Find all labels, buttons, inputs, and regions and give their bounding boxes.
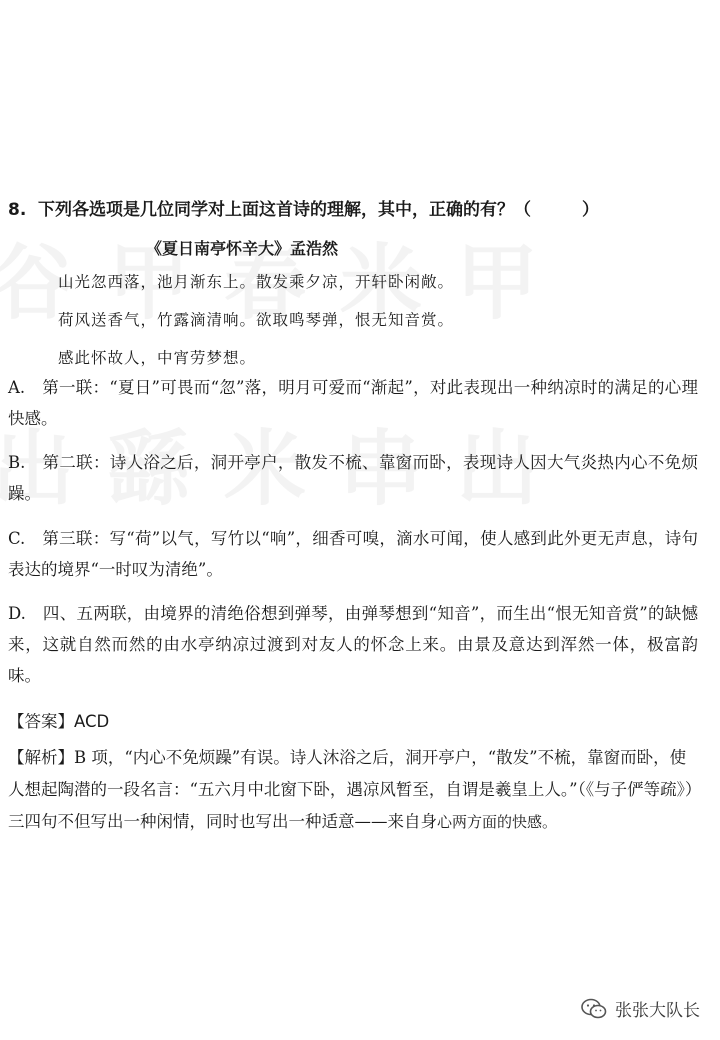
question-number: 8.: [8, 200, 27, 220]
poem-line: 山光忽西落，池月渐东上。散发乘夕凉，开轩卧闲敞。: [58, 273, 455, 291]
poem-line: 荷风送香气，竹露滴清响。欲取鸣琴弹，恨无知音赏。: [58, 311, 455, 329]
brand-name: 张张大队长: [615, 1001, 700, 1021]
option-a: [8, 372, 698, 434]
option-b: [8, 447, 698, 509]
option-d: [8, 598, 698, 691]
option-d-text: D. 四、五两联，由境界的清绝俗想到弹琴，由弹琴想到“知音”，而生出“恨无知音赏”的缺憾来，这就自然而然的由水亭纳凉过渡到对友人的怀念上来。由景及意达到浑然一体，极富韵味。: [8, 604, 698, 685]
answer-label: 【答案】: [8, 712, 74, 731]
answer-line: [8, 706, 109, 737]
option-b-text: B. 第二联：诗人浴之后，洞开亭户，散发不梳、靠窗而卧，表现诗人因大气炎热内心不免烦躁。: [8, 453, 698, 503]
answer-value: ACD: [74, 712, 110, 731]
analysis-label: 【解析】: [8, 748, 74, 767]
analysis-block: [8, 742, 698, 838]
analysis-tail: 心两方面的快感。: [437, 813, 558, 831]
poem-title: 《夏日南亭怀辛大》孟浩然: [146, 239, 339, 258]
option-a-text: A. 第一联：“夏日”可畏而“忽”落，明月可爱而“渐起”，对此表现出一种纳凉时的满足的心理快感。: [8, 378, 698, 428]
question-text: 下列各选项是几位同学对上面这首诗的理解，其中，正确的有？（ ）: [38, 200, 599, 220]
question-heading: [8, 195, 599, 220]
option-c-text: C. 第三联：写“荷”以气，写竹以“响”，细香可嗅，滴水可闻，使人感到此外更无声息，诗句表达的境界“一时叹为清绝”。: [8, 529, 698, 579]
poem-line: 感此怀故人，中宵劳梦想。: [58, 349, 257, 367]
wechat-brand: [581, 996, 700, 1021]
wechat-icon: [581, 998, 607, 1020]
analysis-text: B 项，“内心不免烦躁”有误。诗人沐浴之后，洞开亭户，“散发”不梳，靠窗而卧，使人想起陶潜的一段名言：“五六月中北窗下卧，遇凉风暂至，自谓是羲皇上人。”（《与子俨等疏》）三四句不但写出一种闲情，同时也写出一种适意——来自身: [8, 748, 694, 831]
option-c: [8, 523, 698, 585]
